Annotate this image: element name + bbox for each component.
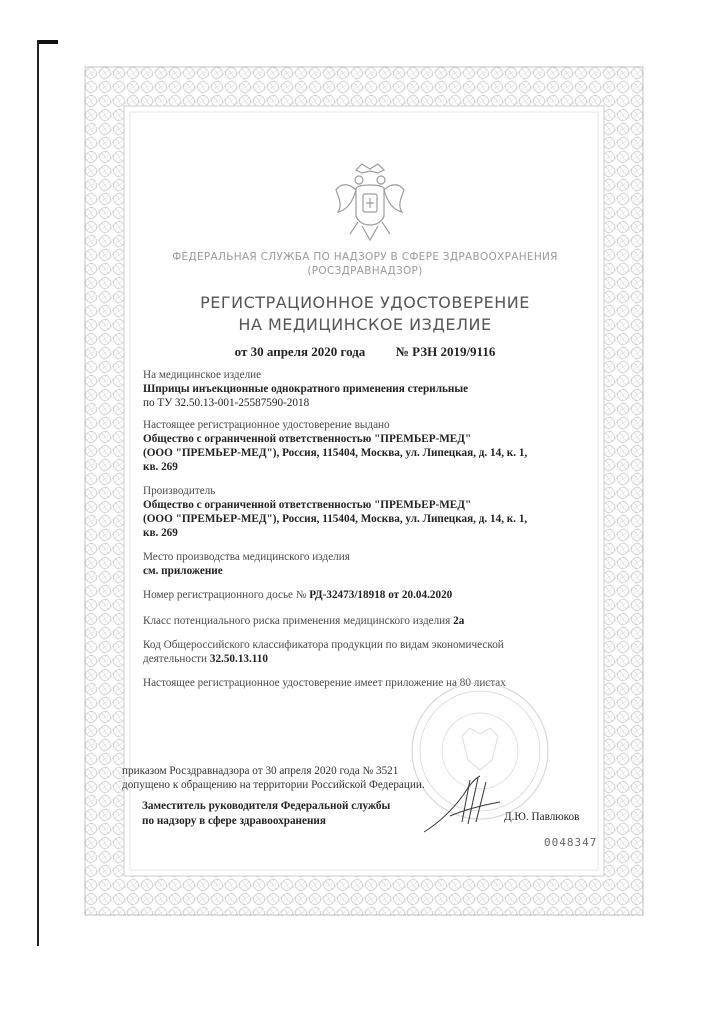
risk-class: 2а [453, 615, 465, 627]
place-value: см. приложение [143, 565, 223, 577]
device-section [143, 368, 583, 410]
issued-to-name: Общество с ограниченной ответственностью "ПРЕМЬЕР-МЕД" [143, 433, 472, 445]
certificate-body [143, 368, 583, 696]
title-line-2: НА МЕДИЦИНСКОЕ ИЗДЕЛИЕ [238, 315, 492, 334]
dossier-section [143, 588, 583, 602]
signer-title-cont: по надзору в сфере здравоохранения [142, 815, 326, 827]
okpd-label-cont: деятельности [143, 653, 208, 665]
agency-header [130, 250, 600, 278]
maker-name: Общество с ограниченной ответственностью "ПРЕМЬЕР-МЕД" [143, 499, 472, 511]
signer-title: Заместитель руководителя Федеральной службы [142, 800, 391, 812]
agency-name: ФЕДЕРАЛЬНАЯ СЛУЖБА ПО НАДЗОРУ В СФЕРЕ ЗДРАВООХРАНЕНИЯ [172, 251, 558, 263]
issued-to-address-cont: кв. 269 [143, 461, 178, 473]
issued-label: Настоящее регистрационное удостоверение выдано [143, 419, 390, 431]
dossier-label: Номер регистрационного досье № [143, 589, 307, 601]
place-label: Место производства медицинского изделия [143, 551, 350, 563]
registration-number: № РЗН 2019/9116 [395, 344, 496, 359]
agency-short-name: (РОСЗДРАВНАДЗОР) [307, 265, 423, 277]
device-name: Шприцы инъекционные однократного применения стерильные [143, 383, 469, 395]
date-number-line [140, 344, 590, 360]
issued-to-address: (ООО "ПРЕМЬЕР-МЕД"), Россия, 115404, Москва, ул. Липецкая, д. 14, к. 1, [143, 447, 528, 459]
okpd-code: 32.50.13.110 [209, 653, 268, 665]
maker-address: (ООО "ПРЕМЬЕР-МЕД"), Россия, 115404, Москва, ул. Липецкая, д. 14, к. 1, [143, 513, 528, 525]
maker-address-cont: кв. 269 [143, 527, 178, 539]
dossier-value: РД-32473/18918 от 20.04.2020 [309, 589, 453, 601]
appendix-text: Настоящее регистрационное удостоверение имеет приложение на 80 листах [143, 677, 506, 689]
title-line-1: РЕГИСТРАЦИОННОЕ УДОСТОВЕРЕНИЕ [200, 293, 530, 312]
russian-coat-of-arms-icon [332, 160, 408, 248]
okpd-section [143, 638, 583, 666]
scan-edge-line [37, 40, 39, 946]
issue-date: от 30 апреля 2020 года [234, 344, 366, 359]
risk-section [143, 614, 583, 628]
maker-label: Производитель [143, 485, 216, 497]
place-section [143, 550, 583, 578]
signer-block [142, 799, 442, 829]
handwritten-signature [420, 772, 510, 842]
order-line-2: допущено к обращению на территории Российской Федерации. [122, 779, 425, 791]
issued-section [143, 418, 583, 474]
signer-name: Д.Ю. Павлюков [504, 811, 580, 823]
okpd-label: Код Общероссийского классификатора продукции по видам экономической [143, 639, 504, 651]
scan-edge-mark [38, 40, 58, 44]
risk-label: Класс потенциального риска применения медицинского изделия [143, 615, 451, 627]
order-line-1: приказом Росздравнадзора от 30 апреля 2020 года № 3521 [122, 765, 399, 777]
maker-section [143, 484, 583, 540]
document-title [130, 292, 600, 336]
serial-number: 0048347 [544, 836, 598, 849]
device-spec: по ТУ 32.50.13-001-25587590-2018 [143, 397, 310, 409]
device-label: На медицинское изделие [143, 369, 262, 381]
